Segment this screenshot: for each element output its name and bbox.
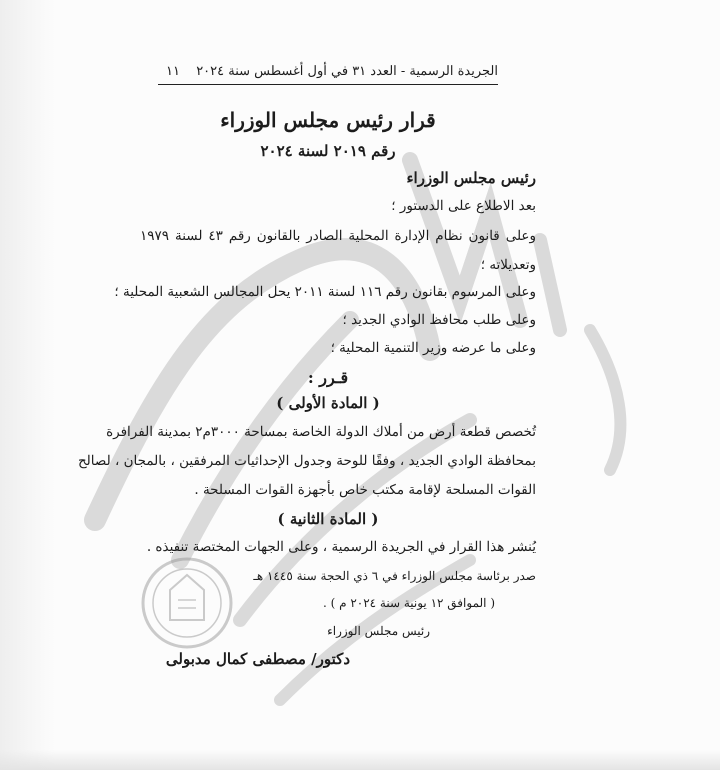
decided-word: قـرر : xyxy=(307,368,349,387)
decree-title: قرار رئيس مجلس الوزراء xyxy=(220,108,436,132)
issued-at: صدر برئاسة مجلس الوزراء في ٦ ذي الحجة سنة ١٤٤٥ هـ xyxy=(253,569,536,583)
gazette-header xyxy=(158,62,498,85)
signature-role: رئيس مجلس الوزراء xyxy=(327,624,430,638)
article-two-line: يُنشر هذا القرار في الجريدة الرسمية ، وعلى الجهات المختصة تنفيذه . xyxy=(146,539,536,555)
preamble-line: وعلى ما عرضه وزير التنمية المحلية ؛ xyxy=(330,340,536,356)
article-two-heading: ( المادة الثانية ) xyxy=(277,510,379,528)
preamble-line: وعلى المرسوم بقانون رقم ١١٦ لسنة ٢٠١١ يحل المجالس الشعبية المحلية ؛ xyxy=(114,284,536,300)
preamble-line: وتعديلاته ؛ xyxy=(480,257,536,273)
article-one-line: القوات المسلحة لإقامة مكتب خاص بأجهزة القوات المسلحة . xyxy=(194,482,536,498)
preamble-line: وعلى قانون نظام الإدارة المحلية الصادر بالقانون رقم ٤٣ لسنة ١٩٧٩ xyxy=(140,228,536,244)
page-number: ١١ xyxy=(166,64,180,79)
issuer-heading: رئيس مجلس الوزراء xyxy=(406,169,536,187)
preamble-line: وعلى طلب محافظ الوادي الجديد ؛ xyxy=(342,312,536,328)
page-bottom-shadow xyxy=(0,750,720,770)
page-edge-shadow xyxy=(0,0,56,770)
article-one-line: بمحافظة الوادي الجديد ، وفقًا للوحة وجدول الإحداثيات المرفقين ، بالمجان ، لصالح xyxy=(77,453,536,469)
gregorian-date: ( الموافق ١٢ يونية سنة ٢٠٢٤ م ) . xyxy=(322,596,495,610)
preamble-line: بعد الاطلاع على الدستور ؛ xyxy=(391,198,536,214)
article-one-line: تُخصص قطعة أرض من أملاك الدولة الخاصة بمساحة ٣٠٠٠م٢ بمدينة الفرافرة xyxy=(106,424,536,440)
gazette-header-title: الجريدة الرسمية - العدد ٣١ في أول أغسطس سنة ٢٠٢٤ xyxy=(196,64,498,79)
article-one-heading: ( المادة الأولى ) xyxy=(276,394,380,412)
signature-name: دكتور/ مصطفى كمال مدبولى xyxy=(165,650,350,668)
decree-number: رقم ٢٠١٩ لسنة ٢٠٢٤ xyxy=(260,142,396,160)
